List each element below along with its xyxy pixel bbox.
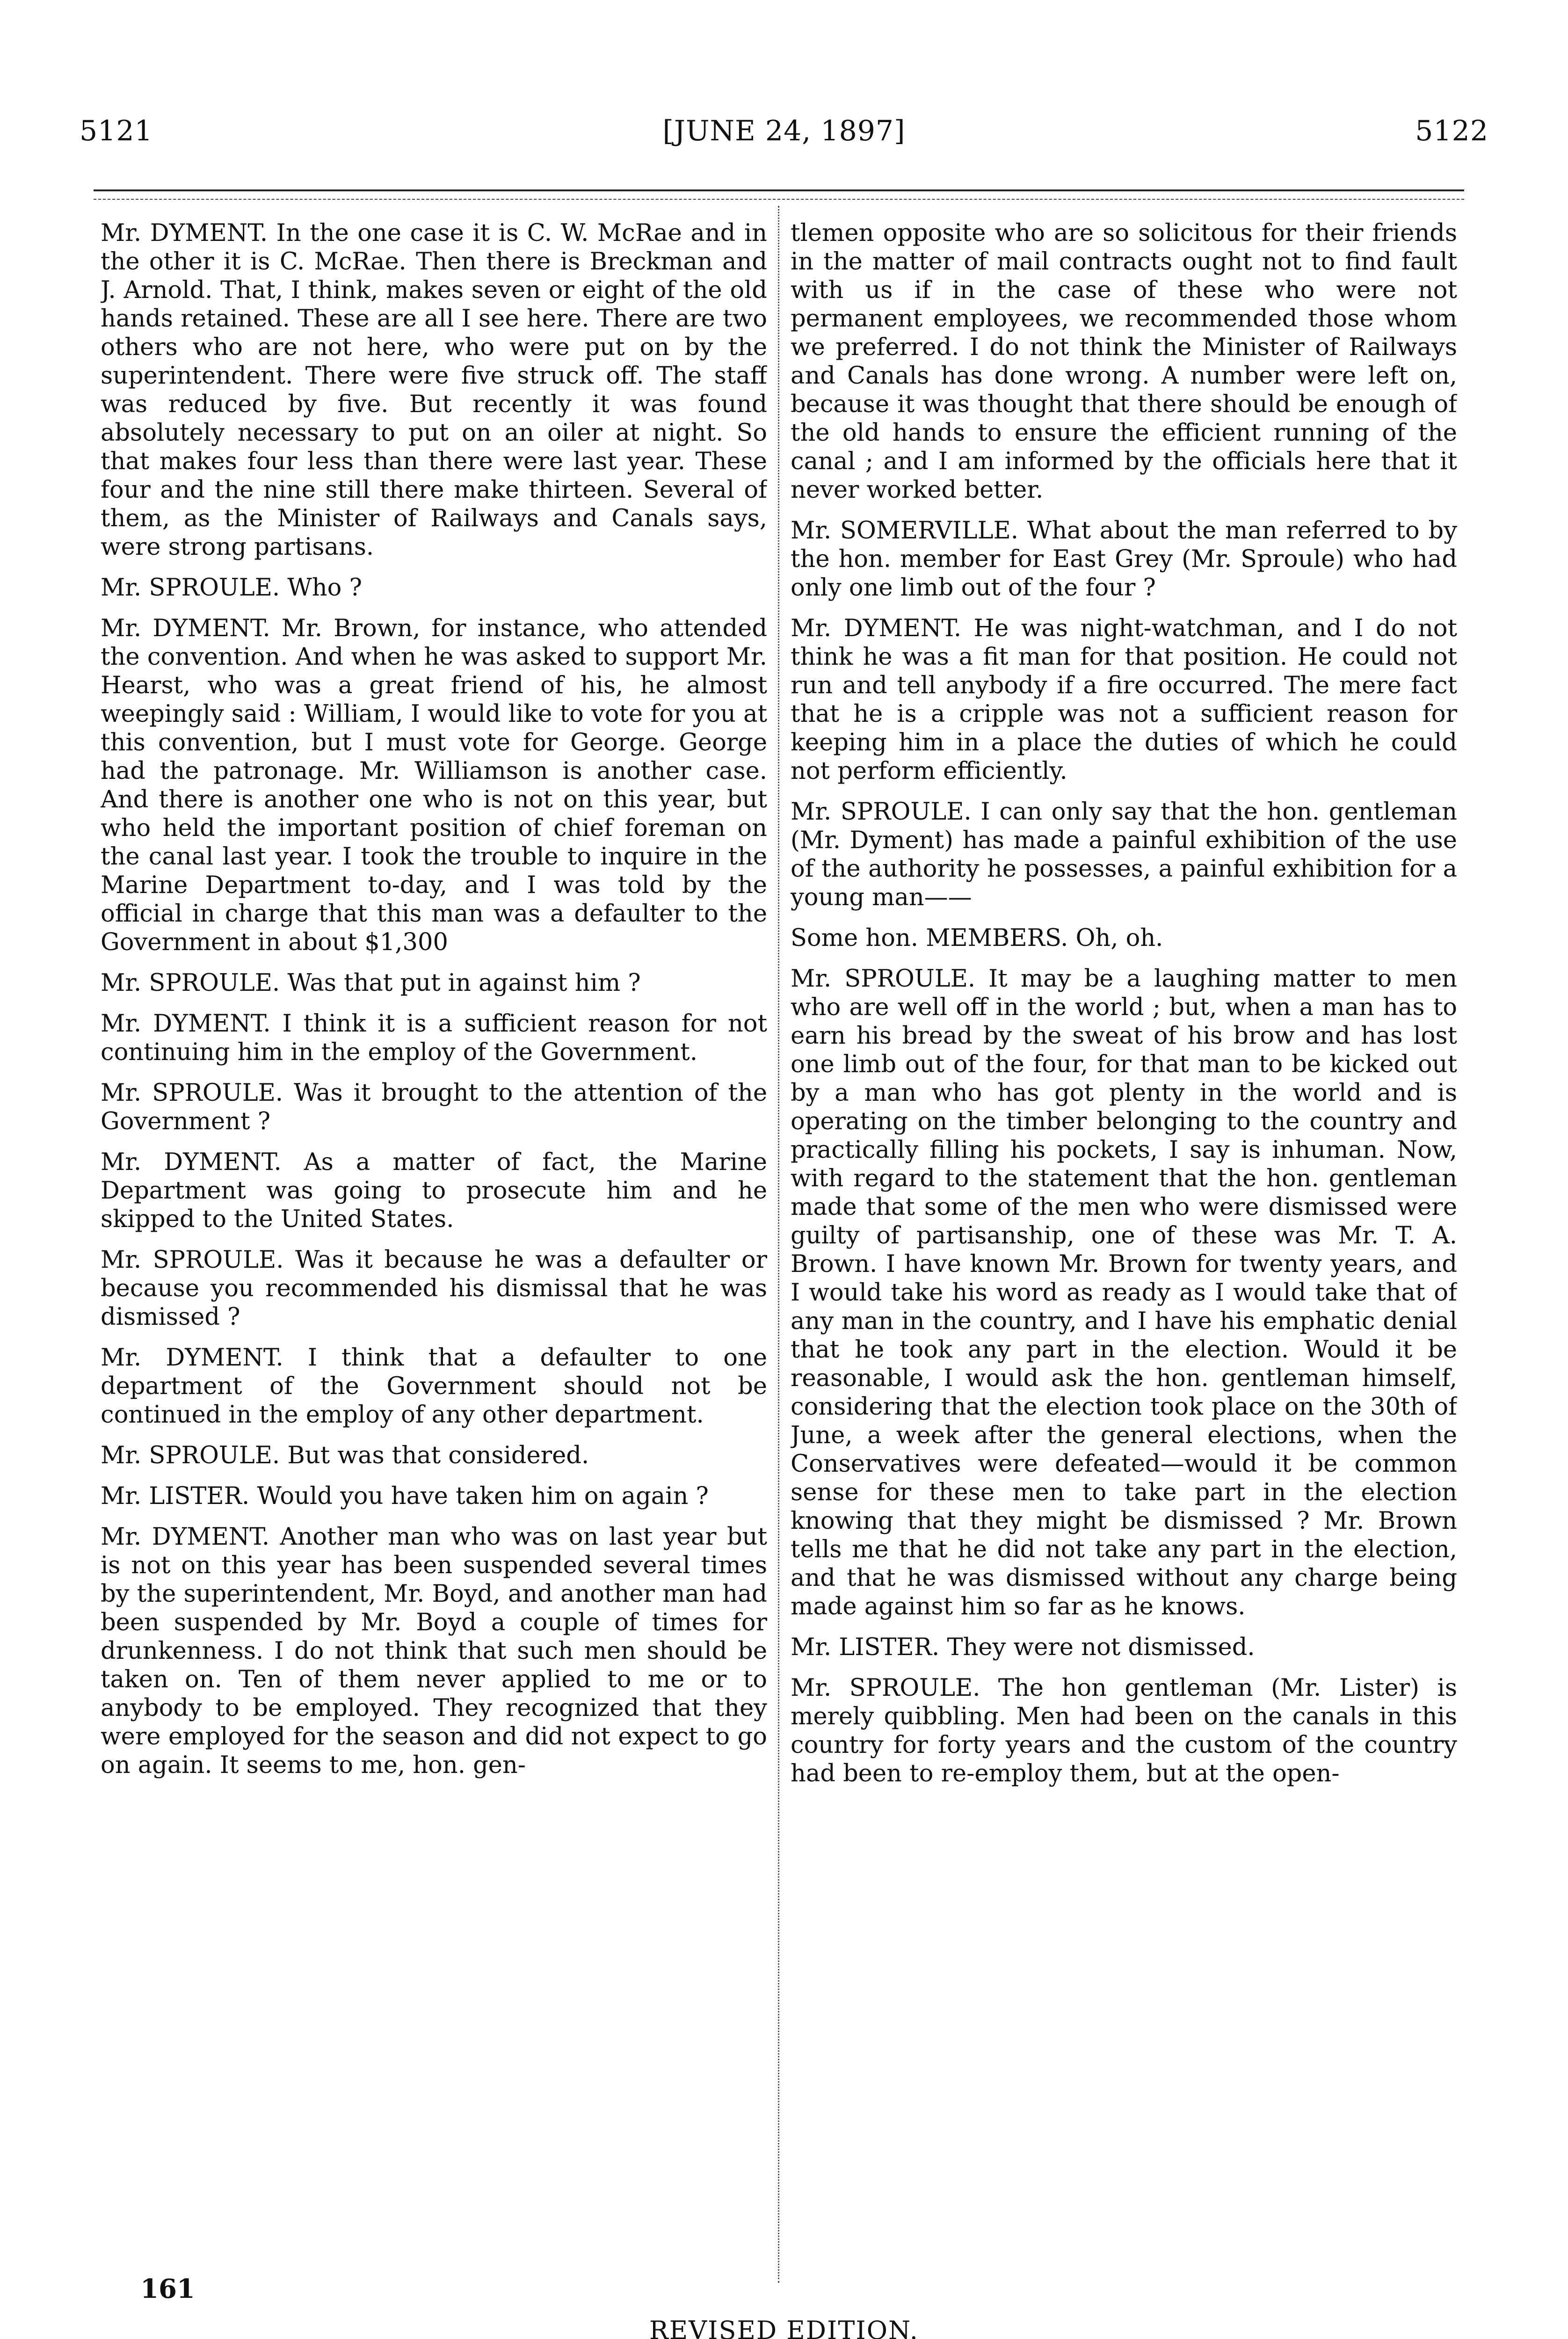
paragraph: Mr. DYMENT. I think that a defaulter to one department of the Government should not be continued in the employ of any other department. [101,1344,767,1429]
paragraph: Mr. SPROULE. Who ? [101,574,362,602]
paragraph: Mr. SOMERVILLE. What about the man referred to by the hon. member for East Grey (Mr. Sproule) who had only one limb out of the four ? [791,517,1457,602]
header-rule-dashed [94,199,1464,200]
page-number-right: 5122 [1415,115,1488,147]
paragraph: Mr. DYMENT. Mr. Brown, for instance, who attended the convention. And when he was asked to support Mr. Hearst, who was a great friend of his, he almost weepingly said : William, I would like to vote for you at this convention, but I must vote for George. George had the patronage. Mr. Williamson is another case. And there is another one who is not on this year, but who held the important position of chief foreman on the canal last year. I took the trouble to inquire in the Marine Department to-day, and I was told by the official in charge that this man was a defaulter to the Government in about $1,300 [101,615,767,956]
paragraph: Mr. SPROULE. I can only say that the hon. gentleman (Mr. Dyment) has made a painful exhibition of the use of the authority he possesses, a painful exhibition for a young man—— [791,798,1457,911]
paragraph: Mr. DYMENT. I think it is a sufficient reason for not continuing him in the employ of the Government. [101,1010,767,1066]
header-rule [94,189,1464,191]
paragraph: tlemen opposite who are so solicitous for their friends in the matter of mail contracts ought not to find fault with us if in the case of these who were not permanent employees, we recommended those whom we preferred. I do not think the Minister of Railways and Canals has done wrong. A number were left on, because it was thought that there should be enough of the old hands to ensure the efficient running of the canal ; and I am informed by the officials here that it never worked better. [791,219,1457,504]
paragraph: Some hon. MEMBERS. Oh, oh. [791,924,1163,952]
paragraph: Mr. LISTER. They were not dismissed. [791,1634,1255,1661]
right-column [791,219,1457,2287]
signature-folio: 161 [140,2274,195,2304]
paragraph: Mr. SPROULE. Was that put in against him ? [101,969,641,997]
paragraph: Mr. SPROULE. Was it brought to the attention of the Government ? [101,1079,767,1135]
paragraph: Mr. LISTER. Would you have taken him on again ? [101,1482,709,1510]
paragraph: Mr. SPROULE. It may be a laughing matter to men who are well off in the world ; but, when a man has to earn his bread by the sweat of his brow and has lost one limb out of the four, for that man to be kicked out by a man who has got plenty in the world and is operating on the timber belonging to the country and practically filling his pockets, I say is inhuman. Now, with regard to the statement that the hon. gentleman made that some of the men who were dismissed were guilty of partisanship, one of these was Mr. T. A. Brown. I have known Mr. Brown for twenty years, and I would take his word as ready as I would take that of any man in the country, and I have his emphatic denial that he took any part in the election. Would it be reasonable, I would ask the hon. gentleman himself, considering that the election took place on the 30th of June, a week after the general elections, when the Conservatives were defeated—would it be common sense for these men to take part in the election knowing that they might be dismissed ? Mr. Brown tells me that he did not take any part in the election, and that he was dismissed without any charge being made against him so far as he knows. [791,965,1457,1620]
edition-footer: REVISED EDITION. [649,2316,919,2339]
paragraph: Mr. DYMENT. Another man who was on last year but is not on this year has been suspended several times by the superintendent, Mr. Boyd, and another man had been suspended by Mr. Boyd a couple of times for drunkenness. I do not think that such men should be taken on. Ten of them never applied to me or to anybody to be employed. They recognized that they were employed for the season and did not expect to go on again. It seems to me, hon. gen- [101,1523,767,1779]
column-divider [778,206,779,2283]
page-number-left: 5121 [80,115,153,147]
paragraph: Mr. SPROULE. Was it because he was a defaulter or because you recommended his dismissal that he was dismissed ? [101,1246,767,1331]
paragraph: Mr. DYMENT. He was night-watchman, and I do not think he was a fit man for that position. He could not run and tell anybody if a fire occurred. The mere fact that he is a cripple was not a sufficient reason for keeping him in a place the duties of which he could not perform efficiently. [791,615,1457,785]
paragraph: Mr. DYMENT. In the one case it is C. W. McRae and in the other it is C. McRae. Then there is Breckman and J. Arnold. That, I think, makes seven or eight of the old hands retained. These are all I see here. There are two others who are not here, who were put on by the superintendent. There were five struck off. The staff was reduced by five. But recently it was found absolutely necessary to put on an oiler at night. So that makes four less than there were last year. These four and the nine still there make thirteen. Several of them, as the Minister of Railways and Canals says, were strong partisans. [101,219,767,561]
paragraph: Mr. DYMENT. As a matter of fact, the Marine Department was going to prosecute him and he skipped to the United States. [101,1148,767,1233]
page-header [80,115,1488,152]
left-column [101,219,767,2287]
paragraph: Mr. SPROULE. But was that considered. [101,1442,589,1469]
paragraph: Mr. SPROULE. The hon gentleman (Mr. Lister) is merely quibbling. Men had been on the canals in this country for forty years and the custom of the country had been to re-employ them, but at the open- [791,1674,1457,1787]
session-date: [JUNE 24, 1897] [662,115,906,147]
